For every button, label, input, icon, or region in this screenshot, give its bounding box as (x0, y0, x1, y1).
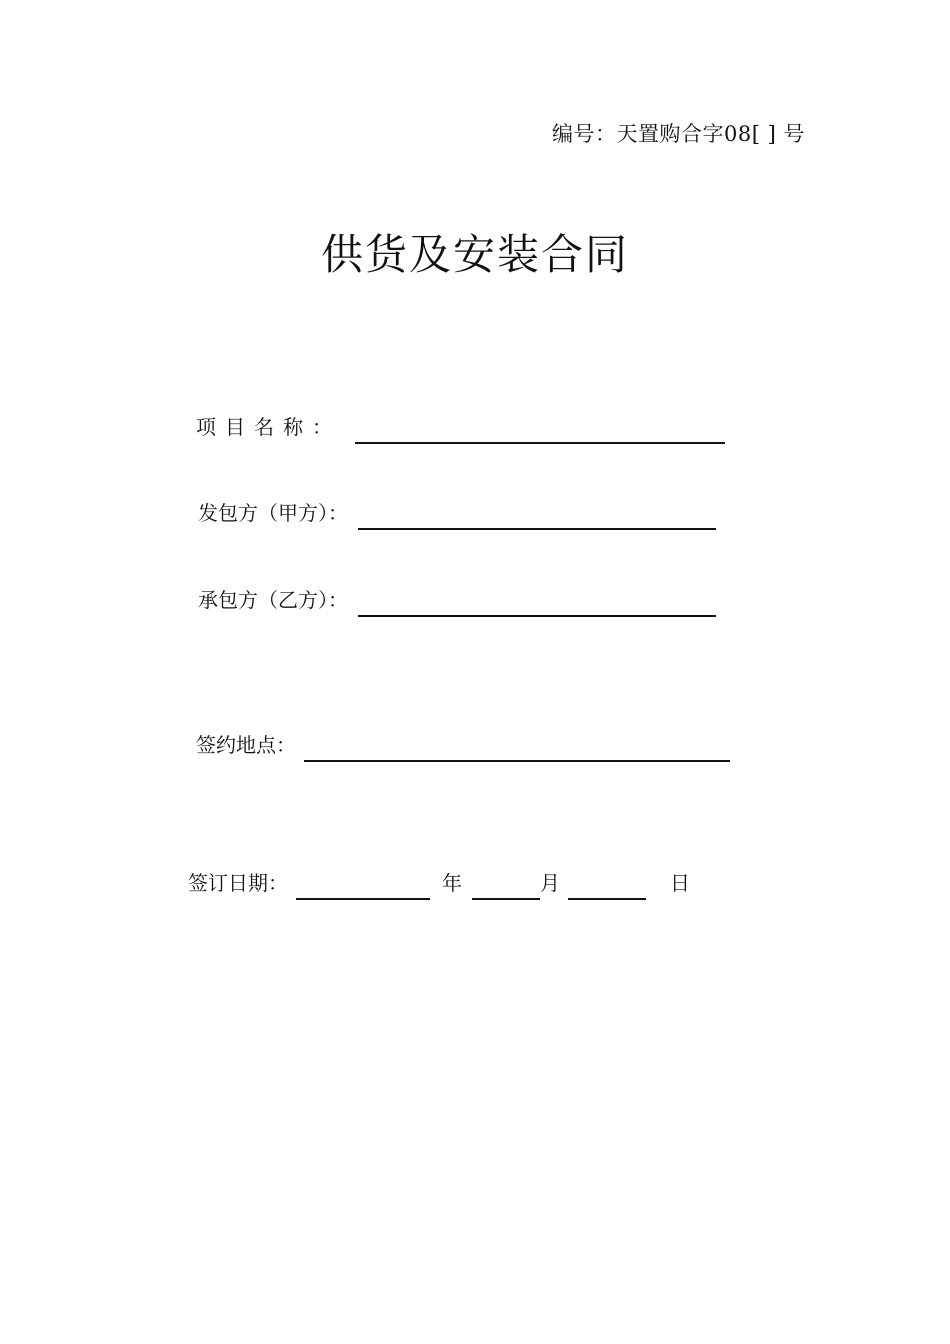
party-a-blank[interactable] (358, 506, 716, 530)
contract-number: 编号：天置购合字08[ ] 号 (552, 122, 805, 146)
day-blank[interactable] (568, 876, 646, 900)
party-b-blank[interactable] (358, 593, 716, 617)
party-a-label: 发包方（甲方）： (198, 501, 348, 525)
year-blank[interactable] (296, 876, 430, 900)
day-unit: 日 (670, 871, 690, 895)
project-name-blank[interactable] (355, 420, 725, 444)
signing-place-label: 签约地点： (196, 733, 296, 757)
project-name-field (196, 414, 725, 440)
signing-place-blank[interactable] (304, 738, 730, 762)
year-unit: 年 (442, 871, 462, 895)
party-a-field (198, 500, 716, 526)
signing-date-label: 签订日期： (188, 871, 288, 895)
party-b-field (198, 587, 716, 613)
signing-date-field (188, 870, 690, 896)
party-b-label: 承包方（乙方）： (198, 588, 348, 612)
document-title: 供货及安装合同 (320, 230, 629, 279)
month-blank[interactable] (472, 876, 540, 900)
signing-place-field (196, 732, 730, 758)
project-name-label: 项目名称： (196, 415, 341, 439)
month-unit: 月 (540, 871, 560, 895)
